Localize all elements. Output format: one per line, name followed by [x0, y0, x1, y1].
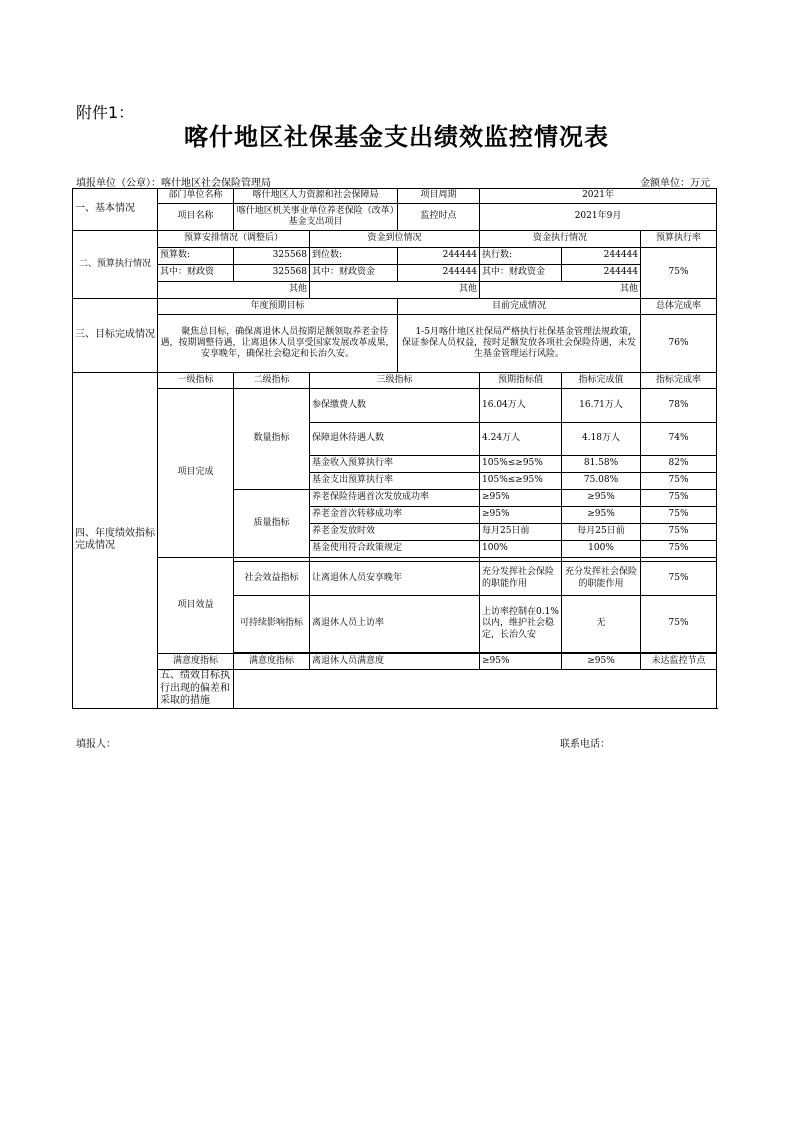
fin-budget-label: 其中：财政资 — [158, 265, 234, 282]
page-title: 喀什地区社保基金支出绩效监控情况表 — [184, 122, 609, 151]
indicator-rate: 75% — [641, 541, 717, 558]
other-arrival-label: 其他 — [310, 282, 480, 299]
indicator-name: 养老金首次转移成功率 — [310, 507, 480, 524]
annual-goal-text: 聚焦总目标，确保离退休人员按期足额领取养老金待遇，按期调整待遇，让离退休人员享受国家发展改革成果，安享晚年，确保社会稳定和长治久安。 — [158, 315, 398, 373]
indicator-actual: 16.71万人 — [562, 389, 641, 423]
indicator-name: 基金收入预算执行率 — [310, 456, 480, 473]
overall-rate-header: 总体完成率 — [641, 299, 717, 315]
indicator-rate: 75% — [641, 473, 717, 490]
social-benefit-label: 社会效益指标 — [234, 562, 310, 596]
execution-label: 执行数: — [480, 248, 562, 265]
indicator-expected: 100% — [480, 541, 562, 558]
fin-budget-value: 325568 — [234, 265, 310, 282]
project-completion-label: 项目完成 — [158, 389, 234, 558]
arrival-label: 到位数: — [310, 248, 398, 265]
indicator-name: 让离退休人员安享晚年 — [310, 562, 480, 596]
dept-label: 部门单位名称 — [158, 189, 234, 204]
indicator-actual: 81.58% — [562, 456, 641, 473]
indicator-rate: 75% — [641, 562, 717, 596]
indicator-expected: 4.24万人 — [480, 423, 562, 456]
project-benefit-label: 项目效益 — [158, 558, 234, 654]
indicator-actual: 充分发挥社会保险的职能作用 — [562, 562, 641, 596]
indicator-name: 基金支出预算执行率 — [310, 473, 480, 490]
indicator-rate: 75% — [641, 507, 717, 524]
expected-header: 预期指标值 — [480, 373, 562, 389]
arrival-value: 244444 — [398, 248, 480, 265]
dept-value: 喀什地区人力资源和社会保障局 — [234, 189, 398, 204]
section-basic-label: 一、基本情况 — [73, 189, 158, 231]
indicator-actual: 无 — [562, 596, 641, 653]
indicator-name: 保障退休待遇人数 — [310, 423, 480, 456]
monitor-value: 2021年9月 — [480, 204, 717, 231]
section-goals-label: 三、目标完成情况 — [73, 299, 158, 373]
project-label: 项目名称 — [158, 204, 234, 231]
indicator-actual: ≥95% — [562, 507, 641, 524]
execution-rate-header: 预算执行率 — [641, 231, 717, 248]
indicator-actual: ≥95% — [562, 654, 641, 670]
indicator-actual: ≥95% — [562, 490, 641, 507]
indicator-expected: 16.04万人 — [480, 389, 562, 423]
deviation-content — [234, 670, 717, 709]
filler-label: 填报人： — [76, 739, 116, 750]
indicator-actual: 75.08% — [562, 473, 641, 490]
level2-header: 二级指标 — [234, 373, 310, 389]
budget-arrangement-header: 预算安排情况（调整后） — [158, 231, 310, 248]
other-budget-label: 其他 — [158, 282, 310, 299]
filler-unit-label: 填报单位（公章）：喀什地区社会保险管理局 — [76, 178, 271, 189]
level3-header: 三级指标 — [310, 373, 480, 389]
level1-header: 一级指标 — [158, 373, 234, 389]
section-indicators-label: 四、年度绩效指标完成情况 — [73, 373, 158, 709]
indicator-expected: 105%≤≥95% — [480, 473, 562, 490]
quantity-label: 数量指标 — [234, 389, 310, 490]
indicator-expected: 上访率控制在0.1%以内，维护社会稳定，长治久安 — [480, 596, 562, 653]
fin-arrival-label: 其中：财政资金 — [310, 265, 398, 282]
budget-label: 预算数: — [158, 248, 234, 265]
indicator-expected: 每月25日前 — [480, 524, 562, 541]
fund-arrival-header: 资金到位情况 — [310, 231, 480, 248]
performance-table — [72, 188, 717, 709]
project-value: 喀什地区机关事业单位养老保险（改革）基金支出项目 — [234, 204, 398, 231]
fin-arrival-value: 244444 — [398, 265, 480, 282]
indicator-name: 离退休人员满意度 — [310, 654, 480, 670]
indicator-rate: 74% — [641, 423, 717, 456]
annual-goal-header: 年度预期目标 — [158, 299, 398, 315]
rate-header: 指标完成率 — [641, 373, 717, 389]
table-row — [73, 389, 717, 423]
phone-label: 联系电话： — [560, 739, 610, 750]
satisfaction-level1-label: 满意度指标 — [158, 654, 234, 670]
period-value: 2021年 — [480, 189, 717, 204]
fin-execution-label: 其中：财政资金 — [480, 265, 562, 282]
monitor-label: 监控时点 — [398, 204, 480, 231]
execution-value: 244444 — [562, 248, 641, 265]
fin-execution-value: 244444 — [562, 265, 641, 282]
indicator-rate: 78% — [641, 389, 717, 423]
indicator-name: 基金使用符合政策规定 — [310, 541, 480, 558]
period-label: 项目周期 — [398, 189, 480, 204]
current-status-text: 1-5月喀什地区社保局严格执行社保基金管理法规政策，保证参保人员权益，按时足额发放各项社会保险待遇，未发生基金管理运行风险。 — [398, 315, 641, 373]
attachment-label: 附件1： — [76, 103, 135, 122]
sustainable-label: 可持续影响指标 — [234, 596, 310, 653]
indicator-actual: 每月25日前 — [562, 524, 641, 541]
indicator-actual: 4.18万人 — [562, 423, 641, 456]
other-execution-label: 其他 — [480, 282, 641, 299]
indicator-rate: 75% — [641, 490, 717, 507]
indicator-actual: 100% — [562, 541, 641, 558]
section-budget-label: 二、预算执行情况 — [73, 231, 158, 299]
indicator-name: 离退休人员上访率 — [310, 596, 480, 653]
fund-execution-header: 资金执行情况 — [480, 231, 641, 248]
actual-header: 指标完成值 — [562, 373, 641, 389]
section-deviation-label: 五、绩效目标执行出现的偏差和采取的措施 — [158, 670, 234, 709]
indicator-rate: 未达监控节点 — [641, 654, 717, 670]
execution-rate-value: 75% — [641, 248, 717, 299]
indicator-expected: ≥95% — [480, 507, 562, 524]
indicator-rate: 82% — [641, 456, 717, 473]
indicator-name: 养老保险待遇首次发放成功率 — [310, 490, 480, 507]
budget-value: 325568 — [234, 248, 310, 265]
overall-rate-value: 76% — [641, 315, 717, 373]
indicator-expected: 105%≤≥95% — [480, 456, 562, 473]
table-row — [73, 654, 717, 670]
indicator-name: 养老金发放时效 — [310, 524, 480, 541]
indicator-rate: 75% — [641, 524, 717, 541]
amount-unit-label: 金额单位：万元 — [640, 178, 710, 189]
indicator-rate: 75% — [641, 596, 717, 653]
indicator-name: 参保缴费人数 — [310, 389, 480, 423]
indicator-expected: ≥95% — [480, 654, 562, 670]
satisfaction-level2-label: 满意度指标 — [234, 654, 310, 670]
current-status-header: 目前完成情况 — [398, 299, 641, 315]
quality-label: 质量指标 — [234, 490, 310, 558]
indicator-expected: 充分发挥社会保险的职能作用 — [480, 562, 562, 596]
indicator-expected: ≥95% — [480, 490, 562, 507]
